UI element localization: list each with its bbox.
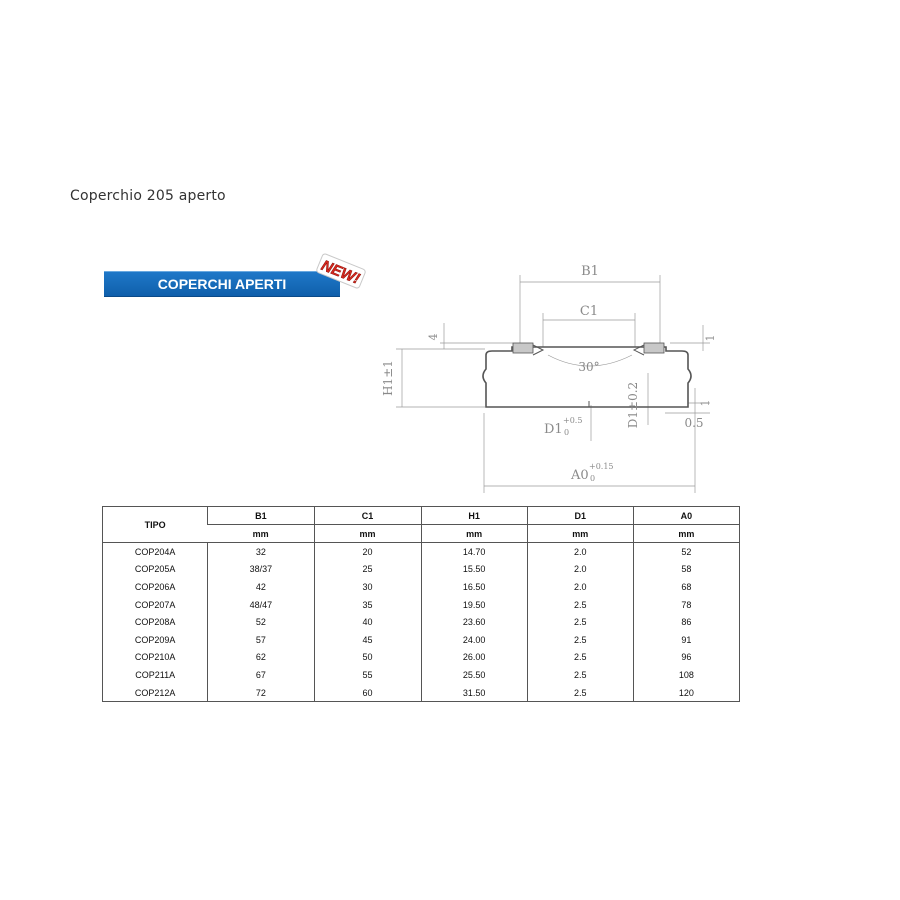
cell-d1: 2.0 [527, 543, 633, 561]
cell-h1: 31.50 [421, 684, 527, 702]
cell-h1: 26.00 [421, 649, 527, 667]
d1-sup-label: +0.5 [563, 416, 583, 425]
unit-c1: mm [314, 525, 421, 543]
c1-label: C1 [579, 304, 599, 319]
unit-a0: mm [633, 525, 739, 543]
cell-d1: 2.5 [527, 613, 633, 631]
cell-c1: 30 [314, 578, 421, 596]
cell-c1: 20 [314, 543, 421, 561]
table-row [103, 596, 740, 614]
table-row [103, 631, 740, 649]
cell-c1: 45 [314, 631, 421, 649]
cell-a0: 91 [633, 631, 739, 649]
d1-tol-label: D1±0.2 [626, 381, 640, 429]
new-badge [313, 252, 369, 290]
cell-d1: 2.0 [527, 561, 633, 579]
cell-h1: 14.70 [421, 543, 527, 561]
d1-sub-label: 0 [564, 428, 570, 437]
col-header-tipo: TIPO [103, 507, 208, 543]
cell-tipo: COP206A [134, 581, 176, 592]
a0-base-label: A0 [571, 468, 589, 483]
cell-tipo: COP211A [135, 669, 176, 680]
cell-d1: 2.5 [527, 666, 633, 684]
unit-d1: mm [527, 525, 633, 543]
cell-h1: 25.50 [421, 666, 527, 684]
table-row [103, 684, 740, 702]
col-header-a0: A0 [633, 507, 739, 525]
cell-tipo: COP210A [134, 652, 176, 663]
table-row [103, 666, 740, 684]
cell-h1: 24.00 [421, 631, 527, 649]
cell-c1: 55 [314, 666, 421, 684]
cell-tipo: COP205A [134, 564, 176, 575]
cell-b1: 57 [208, 631, 314, 649]
table-row [103, 578, 740, 596]
cell-a0: 78 [633, 596, 739, 614]
category-banner [104, 271, 340, 297]
cell-tipo: COP209A [134, 634, 176, 645]
b1-label: B1 [581, 264, 599, 279]
cell-c1: 60 [314, 684, 421, 702]
part-profile [483, 347, 691, 407]
cell-d1: 2.5 [527, 596, 633, 614]
cell-tipo: COP207A [134, 599, 176, 610]
cell-d1: 2.0 [527, 578, 633, 596]
cell-b1: 62 [208, 649, 314, 667]
cell-b1: 48/47 [208, 596, 314, 614]
angle-label: 30° [578, 360, 600, 374]
cell-a0: 108 [633, 666, 739, 684]
cell-c1: 40 [314, 613, 421, 631]
seal-left [513, 343, 533, 353]
cell-tipo: COP212A [134, 687, 176, 698]
table-row [103, 561, 740, 579]
table-row [103, 649, 740, 667]
cell-d1: 2.5 [527, 684, 633, 702]
dim-05-label: 0.5 [684, 416, 704, 430]
dim-1-side-label: 1 [699, 399, 712, 407]
seal-right [644, 343, 664, 353]
cell-a0: 68 [633, 578, 739, 596]
cell-h1: 16.50 [421, 578, 527, 596]
col-header-c1: C1 [314, 507, 421, 525]
page-title: Coperchio 205 aperto [70, 188, 226, 204]
a0-sub-label: 0 [590, 474, 596, 483]
cell-d1: 2.5 [527, 649, 633, 667]
cell-tipo: COP204A [134, 546, 176, 557]
banner-label: COPERCHI APERTI [157, 276, 287, 292]
unit-b1: mm [208, 525, 314, 543]
cell-b1: 67 [208, 666, 314, 684]
cell-a0: 58 [633, 561, 739, 579]
cell-d1: 2.5 [527, 631, 633, 649]
dim-4-label: 4 [427, 333, 440, 341]
cell-h1: 15.50 [421, 561, 527, 579]
cell-h1: 23.60 [421, 613, 527, 631]
cell-c1: 50 [314, 649, 421, 667]
d1-base-label: D1 [544, 422, 563, 437]
table-row [103, 543, 740, 561]
cell-b1: 72 [208, 684, 314, 702]
spec-table [102, 506, 740, 702]
cell-b1: 42 [208, 578, 314, 596]
col-header-h1: H1 [421, 507, 527, 525]
cell-h1: 19.50 [421, 596, 527, 614]
h1-label: H1±1 [381, 360, 395, 396]
cell-b1: 38/37 [208, 561, 314, 579]
dim-1-top-label: 1 [704, 334, 717, 342]
cell-c1: 25 [314, 561, 421, 579]
cell-a0: 52 [633, 543, 739, 561]
col-header-d1: D1 [527, 507, 633, 525]
col-header-b1: B1 [208, 507, 314, 525]
cell-c1: 35 [314, 596, 421, 614]
cell-a0: 86 [633, 613, 739, 631]
cell-tipo: COP208A [134, 617, 176, 628]
a0-sup-label: +0.15 [589, 462, 614, 471]
technical-drawing [370, 255, 730, 500]
unit-h1: mm [421, 525, 527, 543]
new-badge-text: NEW! [318, 257, 363, 288]
cell-a0: 96 [633, 649, 739, 667]
cell-b1: 52 [208, 613, 314, 631]
table-row [103, 613, 740, 631]
cell-b1: 32 [208, 543, 314, 561]
cell-a0: 120 [633, 684, 739, 702]
